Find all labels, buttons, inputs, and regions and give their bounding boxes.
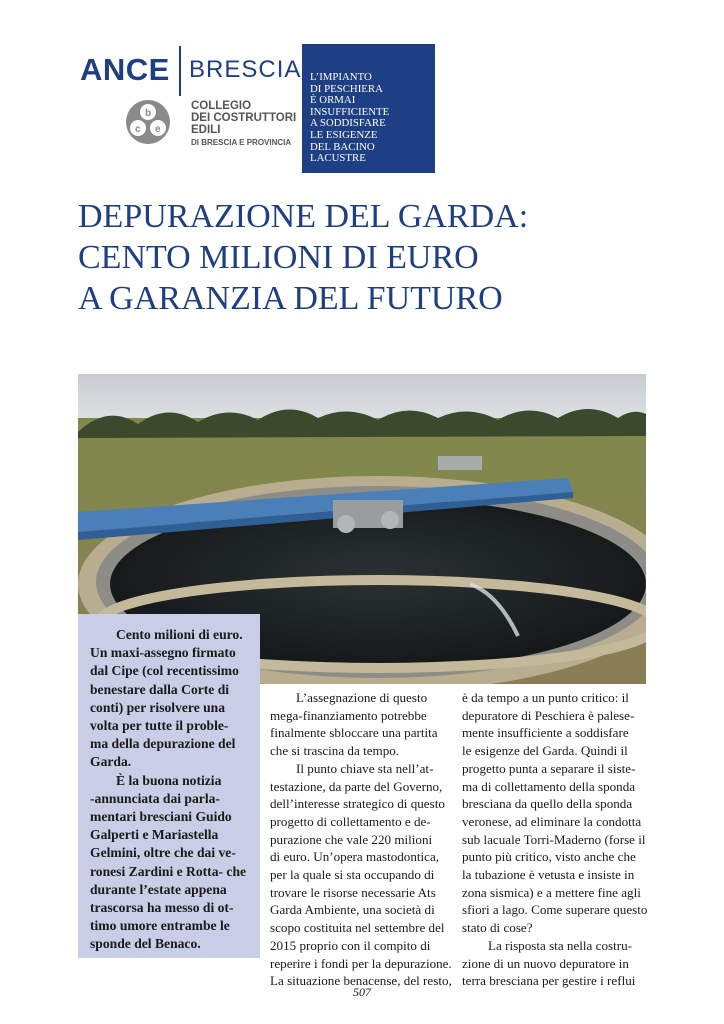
svg-text:c: c bbox=[135, 124, 141, 135]
body-line: depuratore di Peschiera è palese- bbox=[462, 707, 635, 723]
summary-line: timo umore entrambe le bbox=[90, 918, 230, 934]
body-column-2 bbox=[462, 689, 648, 990]
body-line: mente insufficiente a soddisfare bbox=[462, 725, 629, 741]
callout-line: A SODDISFARE bbox=[310, 117, 386, 130]
body-line: reperire i fondi per la depurazione. bbox=[270, 955, 452, 971]
body-line: le esigenze del Garda. Quindi il bbox=[462, 743, 628, 759]
logo-brescia-text: BRESCIA bbox=[189, 56, 302, 83]
summary-line: mentari bresciani Guido bbox=[90, 809, 232, 825]
body-line: trovare le risorse necessarie Ats bbox=[270, 884, 436, 900]
body-line: purazione che vale 220 milioni bbox=[270, 831, 433, 847]
body-line: La risposta sta nella costru- bbox=[488, 937, 632, 953]
callout-line: LE ESIGENZE bbox=[310, 128, 378, 141]
title-line: DEPURAZIONE DEL GARDA: bbox=[78, 198, 529, 235]
summary-line: trascorsa ha messo di ot- bbox=[90, 900, 234, 916]
collegio-line: EDILI bbox=[191, 124, 221, 136]
summary-line: durante l’estate appena bbox=[90, 881, 227, 897]
body-line: sfiori a lago. Come superare questo bbox=[462, 902, 648, 918]
page-number: 507 bbox=[353, 985, 371, 999]
summary-line: sponde del Benaco. bbox=[90, 936, 201, 952]
callout-line: INSUFFICIENTE bbox=[310, 105, 390, 118]
body-line: scopo costituita nel settembre del bbox=[270, 920, 445, 936]
body-line: sub lacuale Torri-Maderno (forse il bbox=[462, 831, 646, 847]
body-line: la tubazione è vetusta e insiste in bbox=[462, 867, 635, 883]
body-line: progetto di collettamento e de- bbox=[270, 813, 431, 829]
title-line: A GARANZIA DEL FUTURO bbox=[78, 280, 503, 317]
summary-line: Cento milioni di euro. bbox=[116, 627, 243, 642]
collegio-line: DI BRESCIA E PROVINCIA bbox=[191, 138, 292, 147]
body-column-1 bbox=[270, 689, 456, 990]
collegio-line: DEI COSTRUTTORI bbox=[191, 112, 297, 124]
summary-line: conti) per risolvere una bbox=[90, 699, 226, 715]
collegio-line: COLLEGIO bbox=[191, 100, 252, 112]
article-title bbox=[78, 196, 528, 319]
logo-ance-text: ANCE bbox=[80, 52, 170, 87]
body-line: La situazione benacense, del resto, bbox=[270, 973, 452, 989]
body-line: Il punto chiave sta nell’at- bbox=[296, 760, 434, 776]
collegio-emblem-icon bbox=[124, 98, 172, 146]
summary-box bbox=[78, 614, 260, 958]
callout-line: DEL BACINO bbox=[310, 140, 375, 153]
body-line: 2015 proprio con il compito di bbox=[270, 937, 431, 953]
body-line: bresciana da quello della sponda bbox=[462, 796, 633, 812]
body-line: punto più critico, visto anche che bbox=[462, 849, 636, 865]
summary-line: ronesi Zardini e Rotta- che bbox=[90, 863, 247, 879]
body-line: zona sismica) e a mettere fine agli bbox=[462, 884, 641, 900]
ance-brescia-logo bbox=[80, 44, 300, 154]
body-line: dell’interesse strategico di questo bbox=[270, 796, 445, 812]
body-line: di euro. Un’opera mastodontica, bbox=[270, 849, 440, 865]
body-line: stato di cose? bbox=[462, 920, 533, 936]
summary-line: Gelmini, oltre che dai ve- bbox=[90, 845, 236, 861]
summary-line: volta per tutte il proble- bbox=[90, 718, 229, 734]
body-line: mega-finanziamento potrebbe bbox=[270, 707, 427, 723]
summary-line: dal Cipe (col recentissimo bbox=[90, 663, 239, 679]
callout-line: DI PESCHIERA bbox=[310, 82, 383, 95]
logo-divider bbox=[179, 46, 181, 96]
summary-line: ma della depurazione del bbox=[90, 736, 236, 752]
body-line: per la quale si sta occupando di bbox=[270, 867, 435, 883]
body-line: Garda Ambiente, una società di bbox=[270, 902, 435, 918]
collegio-text bbox=[191, 100, 296, 149]
body-line: testazione, da parte del Governo, bbox=[270, 778, 443, 794]
body-line: terra bresciana per gestire i reflui bbox=[462, 973, 636, 989]
callout-line: LACUSTRE bbox=[310, 152, 366, 165]
title-line: CENTO MILIONI DI EURO bbox=[78, 239, 479, 276]
body-line: è da tempo a un punto critico: il bbox=[462, 690, 629, 705]
body-line: veronese, ad eliminare la condotta bbox=[462, 813, 642, 829]
body-line: finalmente sbloccare una partita bbox=[270, 725, 438, 741]
svg-text:b: b bbox=[145, 108, 152, 119]
body-line: zione di un nuovo depuratore in bbox=[462, 955, 629, 971]
summary-line: -annunciata dai parla- bbox=[90, 790, 220, 806]
summary-line: Galperti e Mariastella bbox=[90, 827, 219, 843]
summary-line: Un maxi-assegno firmato bbox=[90, 645, 236, 661]
summary-line: Garda. bbox=[90, 754, 132, 770]
callout-box bbox=[302, 44, 435, 173]
callout-line: È ORMAI bbox=[310, 94, 356, 107]
body-line: L’assegnazione di questo bbox=[296, 690, 428, 705]
svg-text:e: e bbox=[155, 124, 161, 135]
summary-line: benestare dalla Corte di bbox=[90, 681, 230, 697]
body-line: progetto punta a separare il siste- bbox=[462, 760, 636, 776]
callout-line: L’IMPIANTO bbox=[310, 71, 372, 83]
summary-line: È la buona notizia bbox=[116, 772, 222, 788]
body-line: che si trascina da tempo. bbox=[270, 743, 400, 759]
body-line: ma di collettamento della sponda bbox=[462, 778, 636, 794]
